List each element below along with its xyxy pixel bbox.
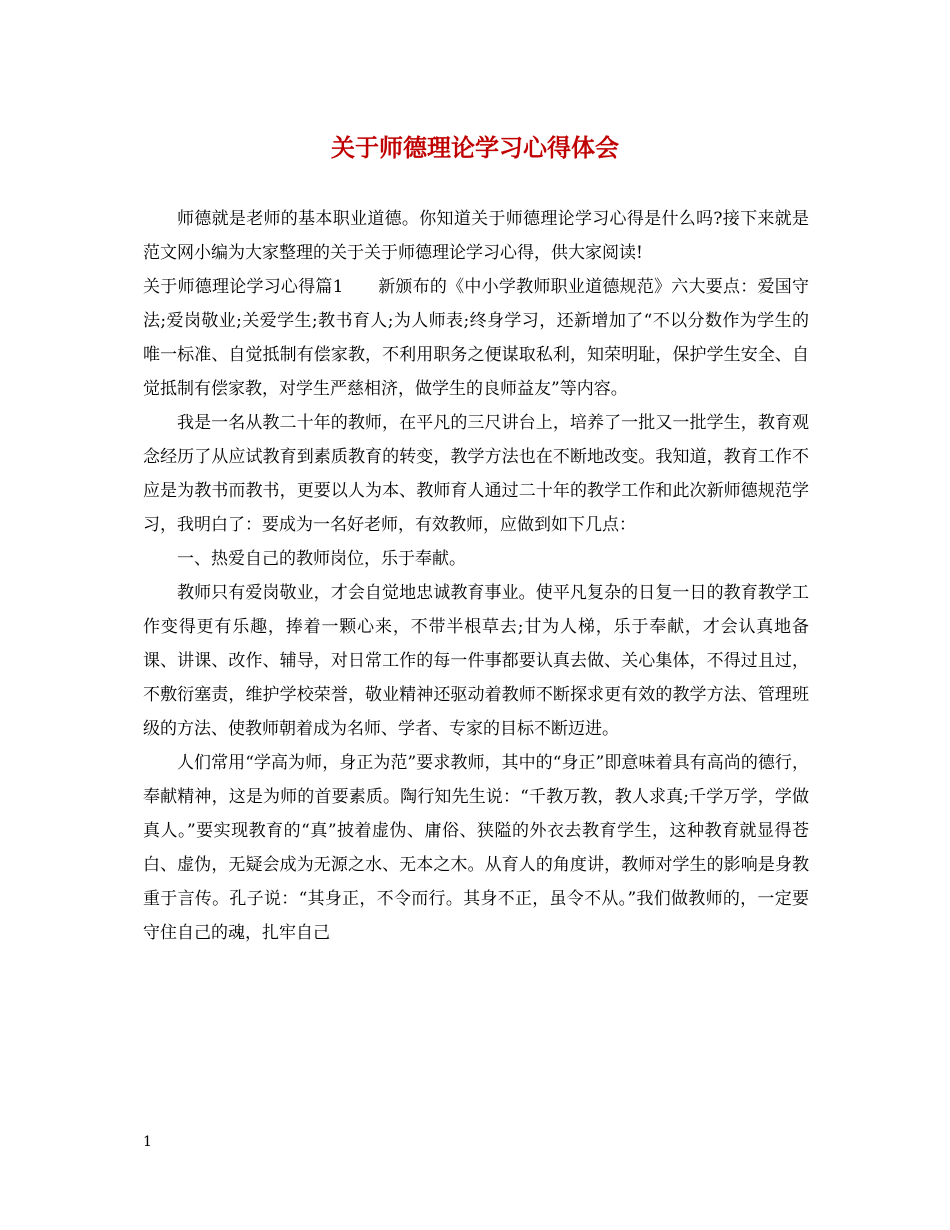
paragraph-point-1-heading: 一、热爱自己的教师岗位，乐于奉献。 [177, 549, 466, 569]
paragraph-intro: 师德就是老师的基本职业道德。你知道关于师德理论学习心得是什么吗?接下来就是范文网小编为大家整理的关于关于师德理论学习心得，供大家阅读! [143, 209, 809, 263]
paragraph-article-1: 关于师德理论学习心得篇1 新颁布的《中小学教师职业道德规范》六大要点：爱国守法;爱岗敬业;关爱学生;教书育人;为人师表;终身学习，还新增加了“不以分数作为学生的唯一标准、自觉抵制有偿家教，不利用职务之便谋取私利，知荣明耻，保护学生安全、自觉抵制有偿家教，对学生严慈相济，做学生的良师益友”等内容。 [143, 277, 809, 399]
paragraph-dedication: 教师只有爱岗敬业，才会自觉地忠诚教育事业。使平凡复杂的日复一日的教育教学工作变得更有乐趣，捧着一颗心来，不带半根草去;甘为人梯，乐于奉献，才会认真地备课、讲课、改作、辅导，对日常工作的每一件事都要认真去做、关心集体，不得过且过，不敷衍塞责，维护学校荣誉，敬业精神还驱动着教师不断探求更有效的教学方法、管理班级的方法、使教师朝着成为名师、学者、专家的目标不断迈进。 [143, 583, 809, 739]
paragraph-virtue: 人们常用“学高为师，身正为范”要求教师，其中的“身正”即意味着具有高尚的德行，奉献精神，这是为师的首要素质。陶行知先生说：“千教万教，教人求真;千学万学，学做真人。”要实现教育的“真”披着虚伪、庸俗、狭隘的外衣去教育学生，这种教育就显得苍白、虚伪，无疑会成为无源之水、无本之木。从育人的角度讲，教师对学生的影响是身教重于言传。孔子说：“其身正，不令而行。其身不正，虽令不从。”我们做教师的，一定要守住自己的魂，扎牢自己 [143, 753, 809, 943]
document-title: 关于师德理论学习心得体会 [331, 133, 619, 162]
paragraph-experience: 我是一名从教二十年的教师，在平凡的三尺讲台上，培养了一批又一批学生，教育观念经历了从应试教育到素质教育的转变，教学方法也在不断地改变。我知道，教育工作不应是为教书而教书，更要以人为本、教师育人通过二十年的教学工作和此次新师德规范学习，我明白了：要成为一名好老师，有效教师，应做到如下几点： [143, 413, 809, 535]
page-number: 1 [143, 1134, 152, 1150]
document-body [143, 202, 809, 950]
